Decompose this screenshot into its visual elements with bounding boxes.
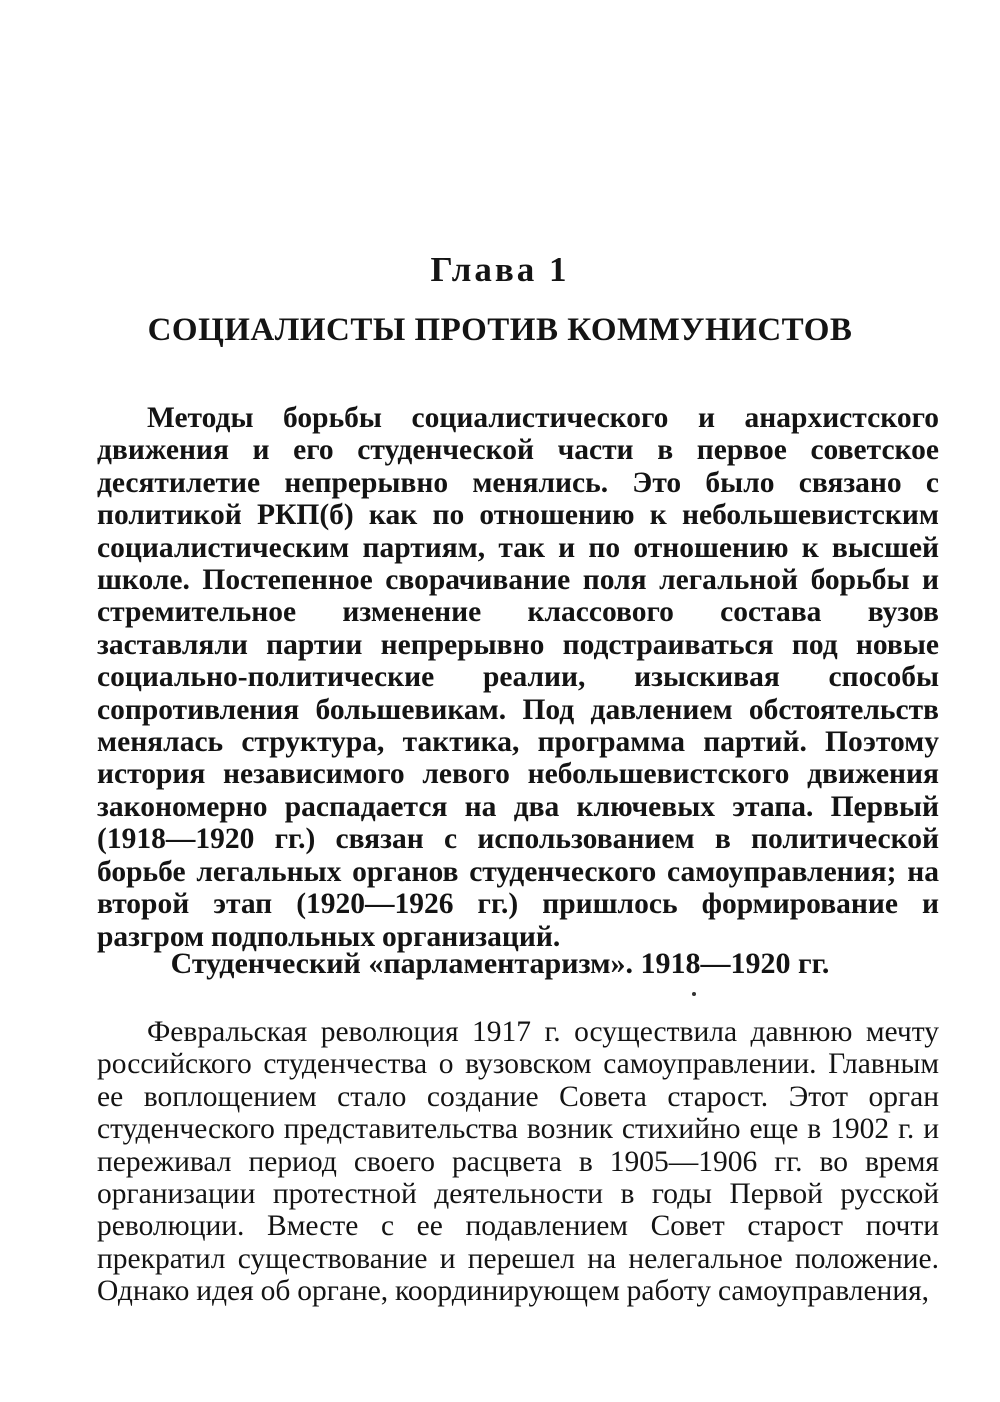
print-speck bbox=[692, 992, 696, 996]
chapter-title: СОЦИАЛИСТЫ ПРОТИВ КОММУНИСТОВ bbox=[147, 312, 853, 348]
section-title: Студенческий «парламентаризм». 1918—1920 гг. bbox=[170, 947, 830, 980]
intro-paragraph: Методы борьбы социалистического и анархистского движения и его студенческой части в первое советское десятилетие непрерывно менялись. Это было связано с политикой РКП(б) как по отношению к небольшевистским социалистическим партиям, так и по отношению к высшей школе. Постепенное сворачивание поля легальной борьбы и стремительное изменение классового состава вузов заставляли партии непрерывно подстраиваться под новые социально-политические реалии, изыскивая способы сопротивления большевикам. Под давлением обстоятельств менялась структура, тактика, программа партий. Поэтому история независимого левого небольшевистского движения закономерно распадается на два ключевых этапа. Первый (1918—1920 гг.) связан с использованием в политической борьбе легальных органов студенческого самоуправления; на второй этап (1920—1926 гг.) пришлось формирование и разгром подпольных организаций. bbox=[97, 402, 939, 953]
body-paragraph: Февральская революция 1917 г. осуществила давнюю мечту российского студенчества о вузовском самоуправлении. Главным ее воплощением стало создание Совета старост. Этот орган студенческого представительства возник стихийно еще в 1902 г. и переживал период своего расцвета в 1905—1906 гг. во время организации протестной деятельности в годы Первой русской революции. Вместе с ее подавлением Совет старост почти прекратил существование и перешел на нелегальное положение. Однако идея об органе, координирующем работу самоуправления, bbox=[97, 1016, 939, 1308]
chapter-number: Глава 1 bbox=[430, 250, 570, 289]
